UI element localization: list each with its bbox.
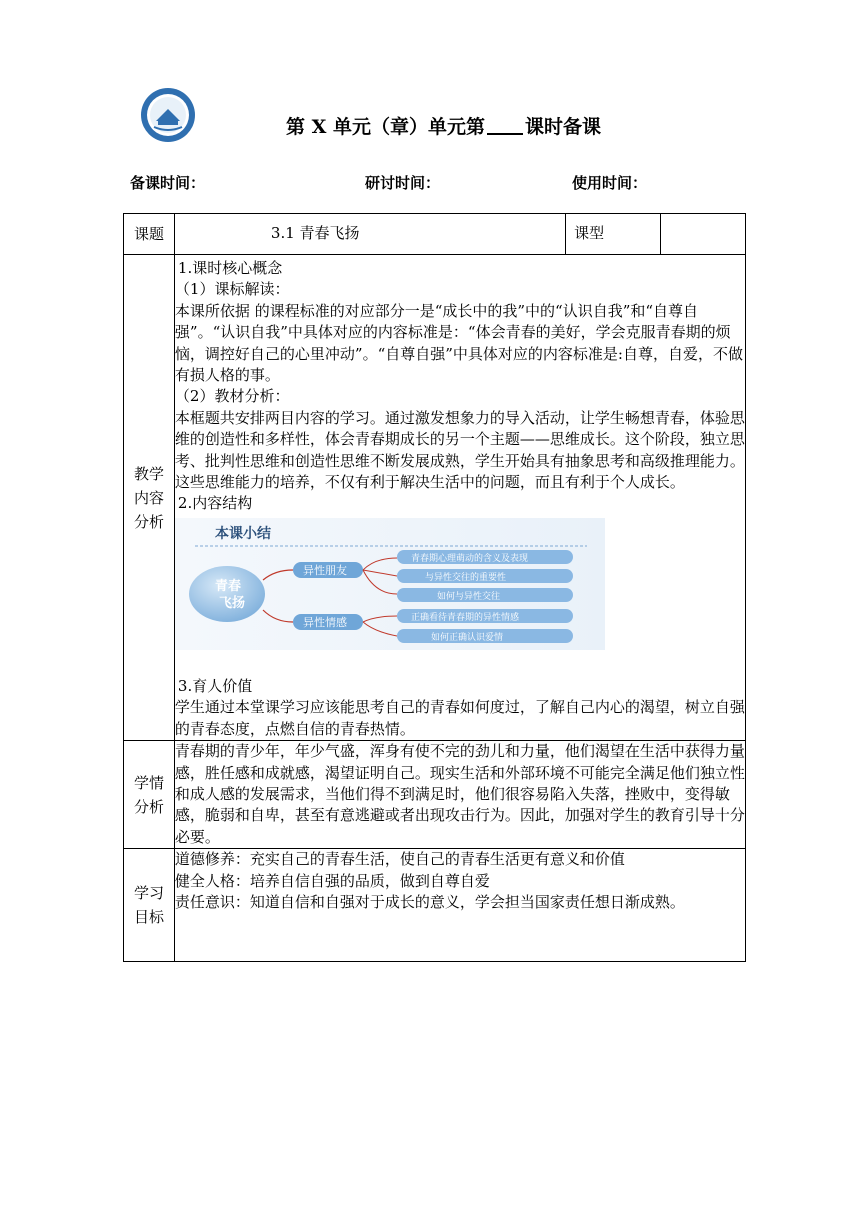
goal-item: 健全人格：培养自信自强的品质，做到自尊自爱	[174, 871, 490, 890]
discuss-time-label: 研讨时间：	[365, 174, 441, 192]
type-label: 课型	[566, 214, 661, 255]
teaching-label-cell: 教学内容分析	[124, 255, 175, 741]
goals-row	[124, 849, 746, 962]
learner-content: 青春期的青少年，年少气盛，浑身有使不完的劲儿和力量，他们渴望在生活中获得力量感，胜任感和成就感，渴望证明自己。现实生活和外部环境不可能完全满足他们独立性和成人感的发展需求，当他们得不到满足时，他们很容易陷入失落，挫败中，变得敏感，脆弱和自卑，甚至有意逃避或者出现攻击行为。因此，加强对学生的教育引导十分必要。	[174, 741, 745, 849]
lesson-number-blank	[487, 115, 523, 135]
topic-label-cell: 课题	[124, 214, 175, 255]
diagram-heading: 本课小结	[214, 525, 271, 542]
svg-text:正确看待青春期的异性情感: 正确看待青春期的异性情感	[410, 612, 519, 623]
svg-text:与异性交往的重要性: 与异性交往的重要性	[424, 572, 506, 583]
learner-row	[124, 741, 746, 849]
goal-item: 道德修养：充实自己的青春生活，使自己的青春生活更有意义和价值	[174, 850, 625, 869]
use-time-label: 使用时间：	[572, 174, 648, 192]
svg-text:异性朋友: 异性朋友	[302, 563, 347, 577]
lesson-plan-table	[123, 213, 746, 962]
svg-text:如何与异性交往: 如何与异性交往	[436, 591, 500, 602]
diagram-center-label-2: 飞扬	[218, 595, 245, 611]
learner-label-cell: 学情分析	[124, 741, 175, 849]
teaching-row	[124, 255, 746, 741]
topic-value: 3.1 青春飞扬	[174, 214, 565, 255]
svg-text:异性情感: 异性情感	[302, 615, 347, 629]
page-title: 第 X 单元（章）单元第 课时备课	[286, 116, 601, 138]
diagram-center-label-1: 青春	[214, 578, 241, 594]
teaching-content: 1.课时核心概念 （1）课标解读： 本课所依据 的课程标准的对应部分一是“成长中的我”中的“认识自我”和“自尊自强”。“认识自我”中具体对应的内容标准是：“体会青春的美好，学会克服青春期的烦恼，调控好自己的心里冲动”。“自尊自强”中具体对应的内容标准是:自尊，自爱，不做有损人格的事。 （2）教材分析： 本框题共安排两目内容的学习。通过激发想象力的导入活动，让学生畅想青春，体验思维的创造性和多样性，体会青春期成长的另一个主题——思维成长。这个阶段，独立思考、批判性思维和创造性思维不断发展成熟，学生开始具有抽象思考和高级推理能力。这些思维能力的培养，不仅有利于解决生活中的问题，而且有利于个人成长。 2.内容结构 本课小结 青春 飞扬 异性朋友 异性情感 青春期心理萌动的含义及表现 与异性交往的重要性 如何与异性交往 正确看待青春期的异性情感 如何正确认识爱情 3.育人价值 学生通过本堂课学习应该能思考自己的青春如何度过，了解自己内心的渴望，树立自强的青春态度，点燃自信的青春热情。	[174, 255, 745, 741]
goals-content	[174, 849, 745, 962]
content-structure-diagram	[175, 518, 605, 650]
type-value	[661, 214, 746, 255]
prep-time-label: 备课时间：	[130, 174, 206, 192]
school-logo-icon	[140, 87, 196, 143]
diagram-center-node	[189, 566, 265, 622]
goal-item: 责任意识：知道自信和自强对于成长的意义，学会担当国家责任想日渐成熟。	[174, 892, 685, 911]
goals-label-cell: 学习目标	[124, 849, 175, 962]
svg-text:青春期心理萌动的含义及表现: 青春期心理萌动的含义及表现	[410, 553, 528, 564]
svg-text:如何正确认识爱情: 如何正确认识爱情	[430, 632, 503, 643]
topic-row	[124, 214, 746, 255]
